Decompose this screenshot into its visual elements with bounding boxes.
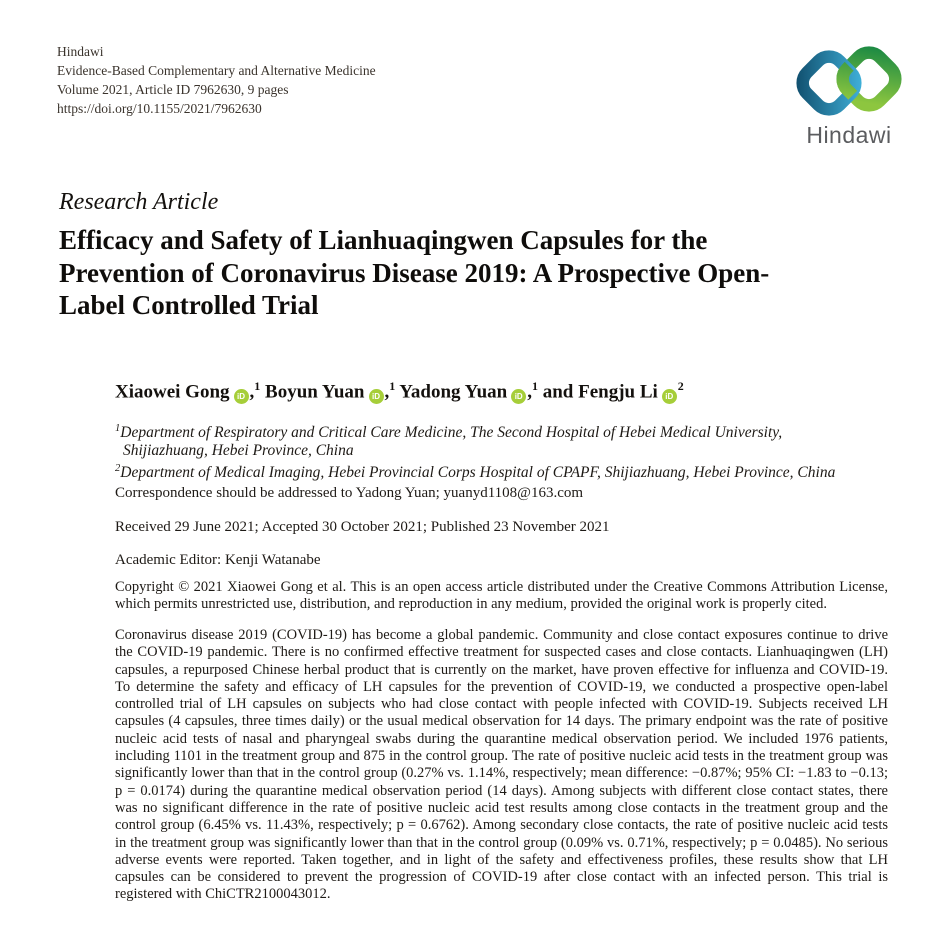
hindawi-logo <box>791 42 907 147</box>
hindawi-logo-icon <box>793 42 905 122</box>
author-name: and Fengju Li <box>542 381 658 403</box>
author-list: Xiaowei Gong iD ,$^1$ Boyun Yuan iD ,$^1$ Yadong Yuan iD ,$^1$ and Fengju Li $iD^2$ <box>115 379 684 403</box>
volume-info: Volume 2021, Article ID 7962630, 9 pages <box>57 82 289 97</box>
affiliation-number: 1 <box>115 423 121 434</box>
author-affiliation-ref: 2 <box>677 379 684 393</box>
hindawi-wordmark: Hindawi <box>806 122 892 148</box>
editor-line: Academic Editor: Kenji Watanabe <box>115 552 321 568</box>
affiliation: $^2$Department of Medical Imaging, Hebei Provincial Corps Hospital of CPAPF, Shijiazhuang, Hebei Province, China <box>115 462 836 481</box>
publisher-name: Hindawi <box>57 44 104 59</box>
correspondence-line: Correspondence should be addressed to Yadong Yuan; yuanyd1108@163.com <box>115 485 584 501</box>
abstract-text: Coronavirus disease 2019 (COVID-19) has become a global pandemic. Community and close contact exposures continue to drive the COVID-19 pandemic. There is no confirmed effective treatment for suspected cases and close contacts. Lianhuaqingwen (LH) capsules, a repurposed Chinese herbal product that is currently on the market, have proven effective for influenza and COVID-19. To determine the safety and efficacy of LH capsules for the prevention of COVID-19, we conducted a prospective open-label controlled trial of LH capsules on subjects who had close contact with people infected with COVID-19. Subjects received LH capsules (4 capsules, three times daily) or the usual medical observation for 14 days. The primary endpoint was the rate of positive nucleic acid tests of nasal and pharyngeal swabs during the quarantine medical observation period. We included 1976 patients, including 1101 in the treatment group and 875 in the control group. The rate of positive nucleic acid tests in the treatment group was significantly lower than that in the control group (0.27% vs. 1.14%, respectively; mean difference: −0.87%; 95% CI: −1.83 to −0.13; p = 0.0174) during the quarantine medical observation period (14 days). Among subjects with different close contact states, there was no significant difference in the rate of positive nucleic acid test results among close contacts in the treatment group and the control group (6.45% vs. 11.43%, respectively; p = 0.6762). Among secondary close contacts, the rate of positive nucleic acid tests in the treatment group was significantly lower than that in the control group (0.09% vs. 0.71%, respectively; p = 0.0485). No serious adverse events were reported. Taken together, and in light of the safety and effectiveness profiles, these results show that LH capsules can be considered to prevent the progression of COVID-19 after close contact with an infected person. This trial is registered with ChiCTR2100043012. <box>115 627 888 903</box>
affiliation: $^1$Department of Respiratory and Critical Care Medicine, The Second Hospital of Hebei Medical University, Shijiazhuang, Hebei Province, China <box>115 423 783 459</box>
affiliation-number: 2 <box>115 462 121 474</box>
doi-link[interactable]: https://doi.org/10.1155/2021/7962630 <box>57 101 262 116</box>
journal-header <box>57 42 376 118</box>
author-name: Xiaowei Gong <box>115 381 230 403</box>
author-name: Yadong Yuan <box>399 381 508 403</box>
author-affiliation-ref: 1 <box>254 379 261 393</box>
orcid-icon[interactable]: iD <box>511 389 526 404</box>
author-name: Boyun Yuan <box>265 381 365 403</box>
author-affiliation-ref: 1 <box>531 379 538 393</box>
affiliation-list <box>115 420 863 482</box>
orcid-icon[interactable]: iD <box>369 389 384 404</box>
article-title: Efficacy and Safety of Lianhuaqingwen Capsules for the Prevention of Coronavirus Disease 2019: A Prospective Open-Label Controlled Trial <box>59 225 770 320</box>
orcid-icon[interactable]: iD <box>662 389 677 404</box>
article-type: Research Article <box>59 189 219 215</box>
history-line: Received 29 June 2021; Accepted 30 October 2021; Published 23 November 2021 <box>115 519 610 535</box>
journal-name: Evidence-Based Complementary and Alternative Medicine <box>57 63 376 78</box>
author-affiliation-ref: 1 <box>389 379 396 393</box>
copyright-notice: Copyright © 2021 Xiaowei Gong et al. This is an open access article distributed under the Creative Commons Attribution License, which permits unrestricted use, distribution, and reproduction in any medium, provided the original work is properly cited. <box>115 579 888 613</box>
orcid-icon[interactable]: iD <box>234 389 249 404</box>
